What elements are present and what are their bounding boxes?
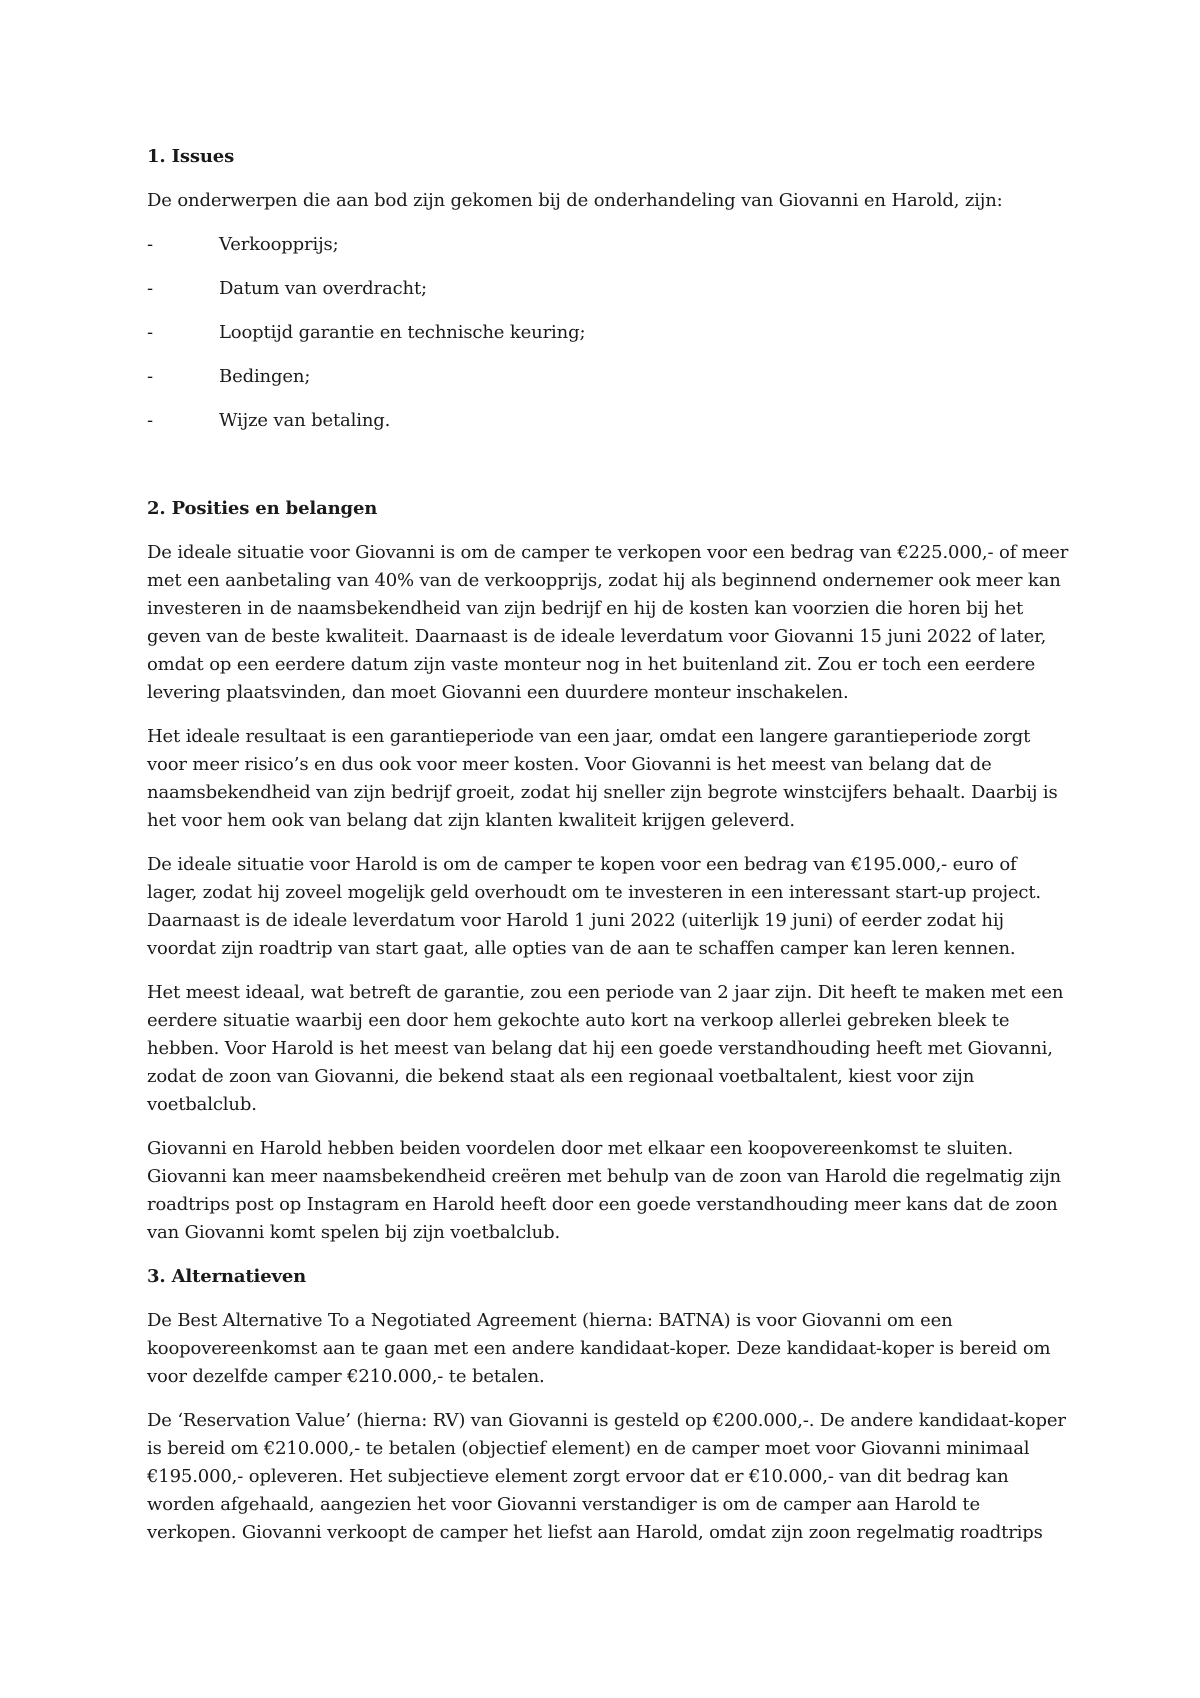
paragraph: Het ideale resultaat is een garantieperiode van een jaar, omdat een langere garantieperiode zorgt voor meer risico’s en dus ook voor meer kosten. Voor Giovanni is het meest van belang dat de naamsbekendheid van zijn bedrijf groeit, zodat hij sneller zijn begrote winstcijfers behaalt. Daarbij is het voor hem ook van belang dat zijn klanten kwaliteit krijgen geleverd. xyxy=(147,726,1058,831)
list-item xyxy=(147,275,1072,303)
list-dash: - xyxy=(147,278,153,299)
section-heading-alternatieven: 3. Alternatieven xyxy=(147,1266,307,1287)
section-spacer xyxy=(147,451,1072,495)
list-dash: - xyxy=(147,410,153,431)
list-item-text: Wijze van betaling. xyxy=(219,410,391,431)
list-item xyxy=(147,231,1072,259)
paragraph: Het meest ideaal, wat betreft de garantie, zou een periode van 2 jaar zijn. Dit heeft te maken met een eerdere situatie waarbij een door hem gekochte auto kort na verkoop allerlei gebreken bleek te hebben. Voor Harold is het meest van belang dat hij een goede verstandhouding heeft met Giovanni, zodat de zoon van Giovanni, die bekend staat als een regionaal voetbaltalent, kiest voor zijn voetbalclub. xyxy=(147,982,1064,1115)
section-heading-issues: 1. Issues xyxy=(147,146,235,167)
paragraph: Giovanni en Harold hebben beiden voordelen door met elkaar een koopovereenkomst te sluiten. Giovanni kan meer naamsbekendheid creëren met behulp van de zoon van Harold die regelmatig zijn roadtrips post op Instagram en Harold heeft door een goede verstandhouding meer kans dat de zoon van Giovanni komt spelen bij zijn voetbalclub. xyxy=(147,1138,1061,1243)
list-item-text: Looptijd garantie en technische keuring; xyxy=(219,322,586,343)
list-item-text: Verkoopprijs; xyxy=(219,234,339,255)
list-dash: - xyxy=(147,322,153,343)
paragraph: De ideale situatie voor Giovanni is om de camper te verkopen voor een bedrag van €225.000,- of meer met een aanbetaling van 40% van de verkoopprijs, zodat hij als beginnend ondernemer ook meer kan investeren in de naamsbekendheid van zijn bedrijf en hij de kosten kan voorzien die horen bij het geven van de beste kwaliteit. Daarnaast is de ideale leverdatum voor Giovanni 15 juni 2022 of later, omdat op een eerdere datum zijn vaste monteur nog in het buitenland zit. Zou er toch een eerdere levering plaatsvinden, dan moet Giovanni een duurdere monteur inschakelen. xyxy=(147,542,1069,703)
section-heading-posities: 2. Posities en belangen xyxy=(147,498,378,519)
list-dash: - xyxy=(147,234,153,255)
issues-intro: De onderwerpen die aan bod zijn gekomen bij de onderhandeling van Giovanni en Harold, zijn: xyxy=(147,190,1003,211)
list-item xyxy=(147,363,1072,391)
list-item xyxy=(147,407,1072,435)
list-item xyxy=(147,319,1072,347)
document-body xyxy=(147,143,1072,1563)
list-item-text: Bedingen; xyxy=(219,366,311,387)
issues-list xyxy=(147,231,1072,435)
list-item-text: Datum van overdracht; xyxy=(219,278,427,299)
paragraph: De ideale situatie voor Harold is om de camper te kopen voor een bedrag van €195.000,- euro of lager, zodat hij zoveel mogelijk geld overhoudt om te investeren in een interessant start-up project. Daarnaast is de ideale leverdatum voor Harold 1 juni 2022 (uiterlijk 19 juni) of eerder zodat hij voordat zijn roadtrip van start gaat, alle opties van de aan te schaffen camper kan leren kennen. xyxy=(147,854,1042,959)
list-dash: - xyxy=(147,366,153,387)
paragraph: De Best Alternative To a Negotiated Agreement (hierna: BATNA) is voor Giovanni om een koopovereenkomst aan te gaan met een andere kandidaat-koper. Deze kandidaat-koper is bereid om voor dezelfde camper €210.000,- te betalen. xyxy=(147,1310,1051,1387)
paragraph: De ‘Reservation Value’ (hierna: RV) van Giovanni is gesteld op €200.000,-. De andere kandidaat-koper is bereid om €210.000,- te betalen (objectief element) en de camper moet voor Giovanni minimaal €195.000,- opleveren. Het subjectieve element zorgt ervoor dat er €10.000,- van dit bedrag kan worden afgehaald, aangezien het voor Giovanni verstandiger is om de camper aan Harold te verkopen. Giovanni verkoopt de camper het liefst aan Harold, omdat zijn zoon regelmatig roadtrips xyxy=(147,1410,1066,1543)
